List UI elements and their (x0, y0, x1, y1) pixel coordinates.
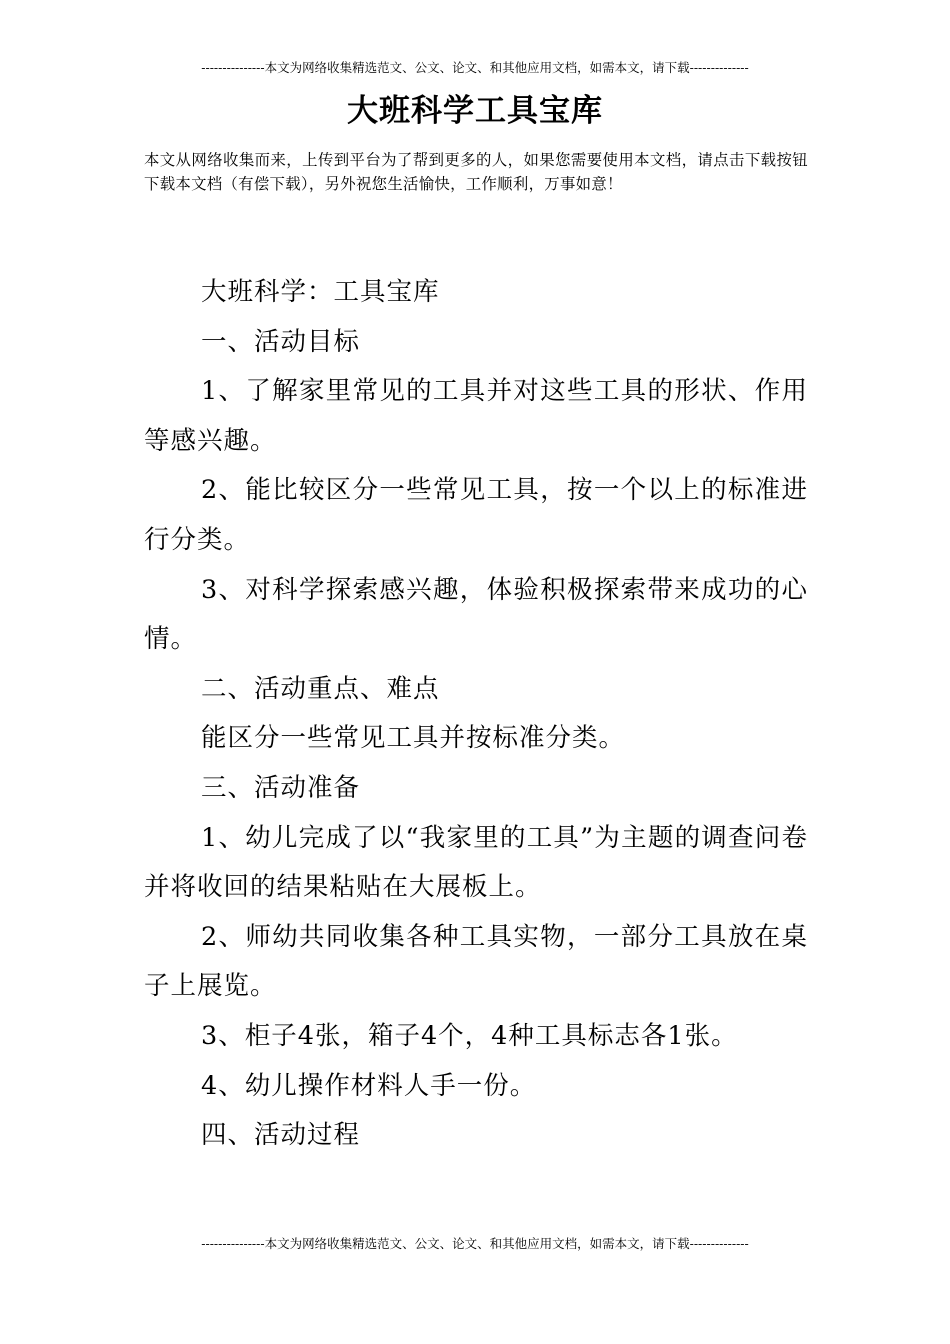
document-title: 大班科学工具宝库 (347, 93, 603, 129)
body-paragraph: 2、能比较区分一些常见工具，按一个以上的标准进行分类。 (144, 475, 808, 555)
body-paragraph: 2、师幼共同收集各种工具实物，一部分工具放在桌子上展览。 (144, 921, 808, 1002)
section-heading: 三、活动准备 (201, 772, 361, 803)
body-paragraph: 4、幼儿操作材料人手一份。 (201, 1070, 537, 1101)
body-paragraph: 3、对科学探索感兴趣，体验积极探索带来成功的心情。 (144, 574, 808, 655)
body-paragraph: 1、了解家里常见的工具并对这些工具的形状、作用等感兴趣。 (144, 376, 808, 456)
footer-banner: ---------------本文为网络收集精选范文、公文、论文、和其他应用文档，如需本文，请下载-------------- (201, 1236, 749, 1251)
body-paragraph: 3、柜子4张，箱子4个，4种工具标志各1张。 (201, 1020, 738, 1051)
section-heading: 四、活动过程 (201, 1120, 361, 1151)
document-body (144, 268, 808, 1161)
body-paragraph: 能区分一些常见工具并按标准分类。 (201, 723, 626, 754)
header-banner: ---------------本文为网络收集精选范文、公文、论文、和其他应用文档，如需本文，请下载-------------- (201, 60, 749, 75)
section-heading: 一、活动目标 (201, 326, 361, 357)
section-heading: 二、活动重点、难点 (201, 673, 440, 704)
intro-notice: 本文从网络收集而来，上传到平台为了帮到更多的人，如果您需要使用本文档，请点击下载按钮下载本文档（有偿下载），另外祝您生活愉快，工作顺利，万事如意！ (144, 151, 808, 193)
body-paragraph: 大班科学：工具宝库 (201, 277, 440, 307)
body-paragraph: 1、幼儿完成了以“我家里的工具”为主题的调查问卷并将收回的结果粘贴在大展板上。 (144, 822, 808, 903)
